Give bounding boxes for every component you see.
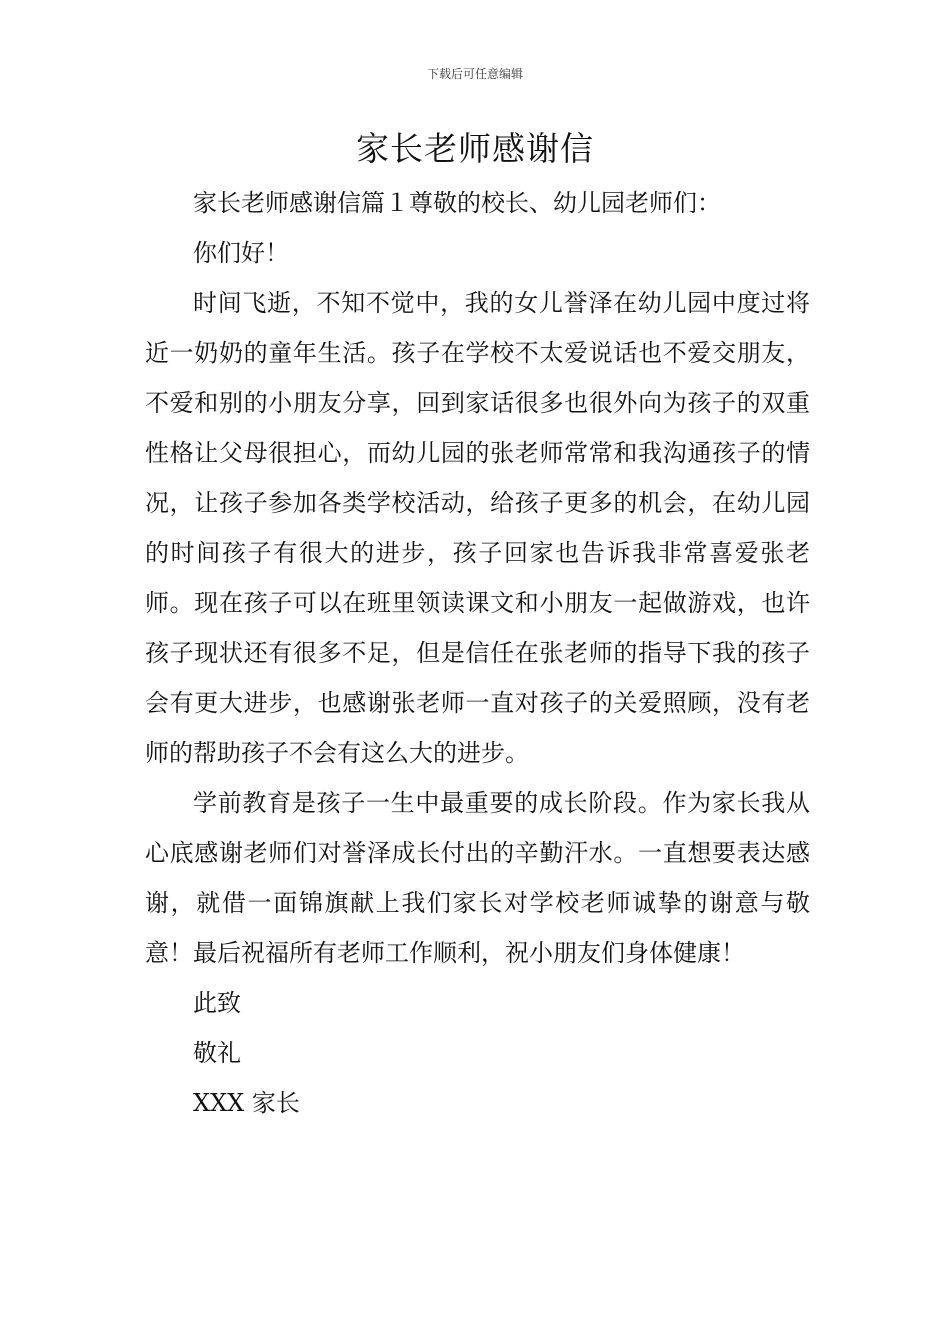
document-body <box>145 178 810 1128</box>
paragraph-signature: XXX 家长 <box>193 1089 300 1117</box>
paragraph-closing-2: 敬礼 <box>193 1039 241 1067</box>
document-title: 家长老师感谢信 <box>356 129 594 168</box>
paragraph-salutation: 家长老师感谢信篇１尊敬的校长、幼儿园老师们： <box>193 189 721 217</box>
paragraph-closing-1: 此致 <box>193 989 241 1017</box>
paragraph-greeting: 你们好！ <box>193 239 289 267</box>
header-note: 下载后可任意编辑 <box>426 67 523 81</box>
paragraph-body-1: 时间飞逝，不知不觉中，我的女儿誉泽在幼儿园中度过将近一奶奶的童年生活。孩子在学校不太爱说话也不爱交朋友，不爱和别的小朋友分享，回到家话很多也很外向为孩子的双重性格让父母很担心，而幼儿园的张老师常常和我沟通孩子的情况，让孩子参加各类学校活动，给孩子更多的机会，在幼儿园的时间孩子有很大的进步，孩子回家也告诉我非常喜爱张老师。现在孩子可以在班里领读课文和小朋友一起做游戏，也许孩子现状还有很多不足，但是信任在张老师的指导下我的孩子会有更大进步，也感谢张老师一直对孩子的关爱照顾，没有老师的帮助孩子不会有这么大的进步。 <box>145 289 810 767</box>
paragraph-body-2: 学前教育是孩子一生中最重要的成长阶段。作为家长我从心底感谢老师们对誉泽成长付出的辛勤汗水。一直想要表达感谢，就借一面锦旗献上我们家长对学校老师诚挚的谢意与敬意！最后祝福所有老师工作顺利，祝小朋友们身体健康！ <box>145 789 810 967</box>
